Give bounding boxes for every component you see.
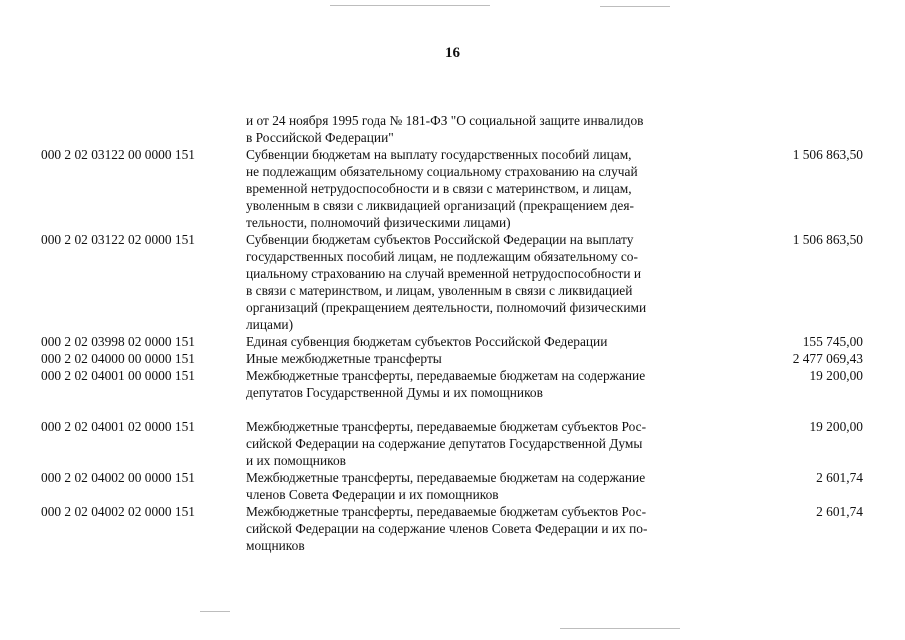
budget-code: 000 2 02 04002 00 0000 151 <box>41 470 195 485</box>
row-description <box>246 350 696 367</box>
scan-artifact <box>600 6 670 7</box>
scan-artifact <box>330 5 490 6</box>
amount-value: 19 200,00 <box>809 419 863 434</box>
scan-artifact <box>200 611 230 612</box>
description-line: тельности, полномочий физическими лицами) <box>246 215 511 230</box>
page-number: 16 <box>445 45 460 61</box>
row-description <box>246 418 696 469</box>
row-description <box>246 112 696 146</box>
budget-code: 000 2 02 04000 00 0000 151 <box>41 351 195 366</box>
description-line: сийской Федерации на содержание членов Совета Федерации и их по- <box>246 521 648 536</box>
description-line: Иные межбюджетные трансферты <box>246 351 442 366</box>
description-line: сийской Федерации на содержание депутатов Государственной Думы <box>246 436 643 451</box>
description-line: Межбюджетные трансферты, передаваемые бюджетам субъектов Рос- <box>246 419 647 434</box>
description-line: организаций (прекращением деятельности, полномочий физическими <box>246 300 647 315</box>
amount-value: 155 745,00 <box>802 334 863 349</box>
description-line: в связи с материнством, и лицам, уволенным в связи с ликвидацией <box>246 283 633 298</box>
scan-artifact <box>560 628 680 629</box>
description-line: Единая субвенция бюджетам субъектов Российской Федерации <box>246 334 608 349</box>
budget-code: 000 2 02 04001 02 0000 151 <box>41 419 195 434</box>
description-line: временной нетрудоспособности и в связи с материнством, и лицам, <box>246 181 632 196</box>
amount-value: 2 601,74 <box>816 470 863 485</box>
description-line: и их помощников <box>246 453 346 468</box>
row-description <box>246 503 696 554</box>
description-line: Межбюджетные трансферты, передаваемые бюджетам на содержание <box>246 368 646 383</box>
row-description <box>246 146 696 231</box>
description-line: в Российской Федерации" <box>246 130 394 145</box>
description-line: Межбюджетные трансферты, передаваемые бюджетам субъектов Рос- <box>246 504 647 519</box>
description-line: Межбюджетные трансферты, передаваемые бюджетам на содержание <box>246 470 646 485</box>
budget-code: 000 2 02 03998 02 0000 151 <box>41 334 195 349</box>
amount-value: 1 506 863,50 <box>792 232 863 247</box>
description-line: циальному страхованию на случай временной нетрудоспособности и <box>246 266 642 281</box>
amount-value: 2 477 069,43 <box>792 351 863 366</box>
amount-value: 19 200,00 <box>809 368 863 383</box>
description-line: Субвенции бюджетам субъектов Российской Федерации на выплату <box>246 232 634 247</box>
description-line: уволенным в связи с ликвидацией организаций (прекращением дея- <box>246 198 634 213</box>
budget-code: 000 2 02 04001 00 0000 151 <box>41 368 195 383</box>
description-line: Субвенции бюджетам на выплату государственных пособий лицам, <box>246 147 632 162</box>
description-line: членов Совета Федерации и их помощников <box>246 487 499 502</box>
amount-value: 1 506 863,50 <box>792 147 863 162</box>
description-line: и от 24 ноября 1995 года № 181-ФЗ "О социальной защите инвалидов <box>246 113 644 128</box>
row-description <box>246 231 696 333</box>
budget-code: 000 2 02 03122 00 0000 151 <box>41 147 195 162</box>
row-description <box>246 469 696 503</box>
budget-code: 000 2 02 04002 02 0000 151 <box>41 504 195 519</box>
description-line: государственных пособий лицам, не подлежащим обязательному со- <box>246 249 638 264</box>
description-line: депутатов Государственной Думы и их помощников <box>246 385 543 400</box>
row-description <box>246 333 696 350</box>
description-line: не подлежащим обязательному социальному страхованию на случай <box>246 164 638 179</box>
description-line: лицами) <box>246 317 294 332</box>
row-description <box>246 367 696 401</box>
amount-value: 2 601,74 <box>816 504 863 519</box>
budget-code: 000 2 02 03122 02 0000 151 <box>41 232 195 247</box>
description-line: мощников <box>246 538 305 553</box>
